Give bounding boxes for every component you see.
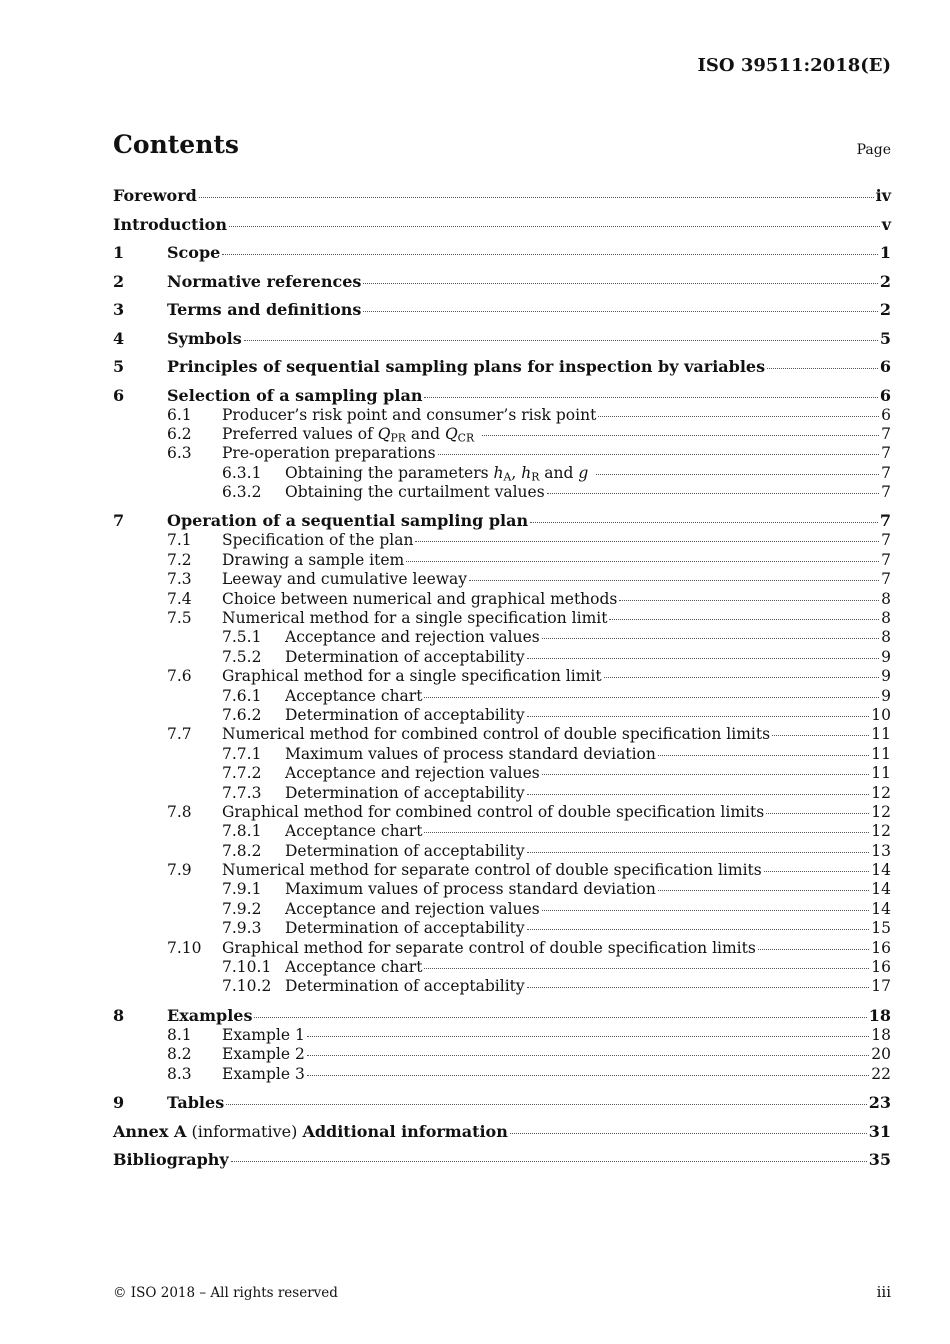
toc-entry-7-10-2[interactable]: 7.10.2 Determination of acceptability 17 [222, 977, 891, 996]
toc-entry-6[interactable]: 6 Selection of a sampling plan 6 [113, 385, 891, 405]
toc-entry-7-8[interactable]: 7.8 Graphical method for combined control of double specification limits 12 [167, 802, 891, 821]
toc-entry-7-1[interactable]: 7.1 Specification of the plan 7 [167, 531, 891, 550]
toc-entry-7-10-1[interactable]: 7.10.1 Acceptance chart 16 [222, 958, 891, 977]
toc-entry-3[interactable]: 3 Terms and definitions 2 [113, 300, 891, 319]
toc-entry-7-8-2[interactable]: 7.8.2 Determination of acceptability 13 [222, 841, 891, 860]
toc-entry-7-6[interactable]: 7.6 Graphical method for a single specification limit 9 [167, 667, 891, 686]
toc-entry-7-10[interactable]: 7.10 Graphical method for separate control of double specification limits 16 [167, 938, 891, 957]
toc-entry-6-3[interactable]: 6.3 Pre-operation preparations 7 [167, 444, 891, 463]
toc-entry-5[interactable]: 5 Principles of sequential sampling plans for inspection by variables 6 [113, 357, 891, 376]
toc-entry-8-2[interactable]: 8.2 Example 2 20 [167, 1045, 891, 1064]
toc-entry-introduction[interactable]: Introduction v [113, 214, 891, 234]
toc-entry-7-5-2[interactable]: 7.5.2 Determination of acceptability 9 [222, 647, 891, 666]
toc-entry-9[interactable]: 9 Tables 23 [113, 1093, 891, 1112]
toc-entry-8[interactable]: 8 Examples 18 [113, 1005, 891, 1025]
footer-page-number: iii [876, 1283, 891, 1301]
page-title: Contents [113, 130, 240, 159]
page-column-label: Page [856, 142, 891, 158]
toc-entry-7-8-1[interactable]: 7.8.1 Acceptance chart 12 [222, 822, 891, 841]
toc-entry-7-5[interactable]: 7.5 Numerical method for a single specification limit 8 [167, 609, 891, 628]
toc-entry-6-2[interactable]: 6.2 Preferred values of $Q_{PR}$ and $Q_{CR}$ 7 [167, 424, 891, 445]
toc-entry-7-7-1[interactable]: 7.7.1 Maximum values of process standard deviation 11 [222, 744, 891, 763]
toc-entry-annex-a[interactable]: Annex A (informative) Additional information 31 [113, 1121, 891, 1141]
toc-entry-7-3[interactable]: 7.3 Leeway and cumulative leeway 7 [167, 570, 891, 589]
toc-entry-7-2[interactable]: 7.2 Drawing a sample item 7 [167, 550, 891, 569]
toc-entry-7[interactable]: 7 Operation of a sequential sampling plan 7 [113, 511, 891, 531]
toc-entry-4[interactable]: 4 Symbols 5 [113, 328, 891, 348]
toc-entry-7-4[interactable]: 7.4 Choice between numerical and graphical methods 8 [167, 589, 891, 608]
toc-entry-7-9-1[interactable]: 7.9.1 Maximum values of process standard deviation 14 [222, 880, 891, 899]
standard-identifier: ISO 39511:2018(E) [697, 55, 891, 76]
toc-entry-8-3[interactable]: 8.3 Example 3 22 [167, 1064, 891, 1083]
toc-entry-7-6-2[interactable]: 7.6.2 Determination of acceptability 10 [222, 705, 891, 724]
toc-entry-8-1[interactable]: 8.1 Example 1 18 [167, 1025, 891, 1044]
toc-entry-bibliography[interactable]: Bibliography 35 [113, 1150, 891, 1169]
footer-copyright: © ISO 2018 – All rights reserved [113, 1285, 338, 1301]
toc-entry-6-3-1[interactable]: 6.3.1 Obtaining the parameters $h_A$, $h_R$ and g 7 [222, 463, 891, 484]
toc-entry-7-6-1[interactable]: 7.6.1 Acceptance chart 9 [222, 686, 891, 705]
toc-entry-7-7-2[interactable]: 7.7.2 Acceptance and rejection values 11 [222, 764, 891, 783]
toc-entry-2[interactable]: 2 Normative references 2 [113, 271, 891, 291]
toc-entry-7-9-3[interactable]: 7.9.3 Determination of acceptability 15 [222, 919, 891, 938]
toc-entry-6-3-2[interactable]: 6.3.2 Obtaining the curtailment values 7 [222, 483, 891, 502]
toc-entry-7-7-3[interactable]: 7.7.3 Determination of acceptability 12 [222, 783, 891, 802]
toc-entry-1[interactable]: 1 Scope 1 [113, 243, 891, 262]
toc-entry-7-9-2[interactable]: 7.9.2 Acceptance and rejection values 14 [222, 899, 891, 918]
toc-entry-7-5-1[interactable]: 7.5.1 Acceptance and rejection values 8 [222, 628, 891, 647]
toc-entry-6-1[interactable]: 6.1 Producer’s risk point and consumer’s risk point 6 [167, 405, 891, 424]
toc-entry-7-9[interactable]: 7.9 Numerical method for separate control of double specification limits 14 [167, 861, 891, 880]
table-of-contents [113, 186, 891, 1179]
toc-entry-7-7[interactable]: 7.7 Numerical method for combined control of double specification limits 11 [167, 725, 891, 744]
toc-entry-foreword[interactable]: Foreword iv [113, 186, 891, 205]
